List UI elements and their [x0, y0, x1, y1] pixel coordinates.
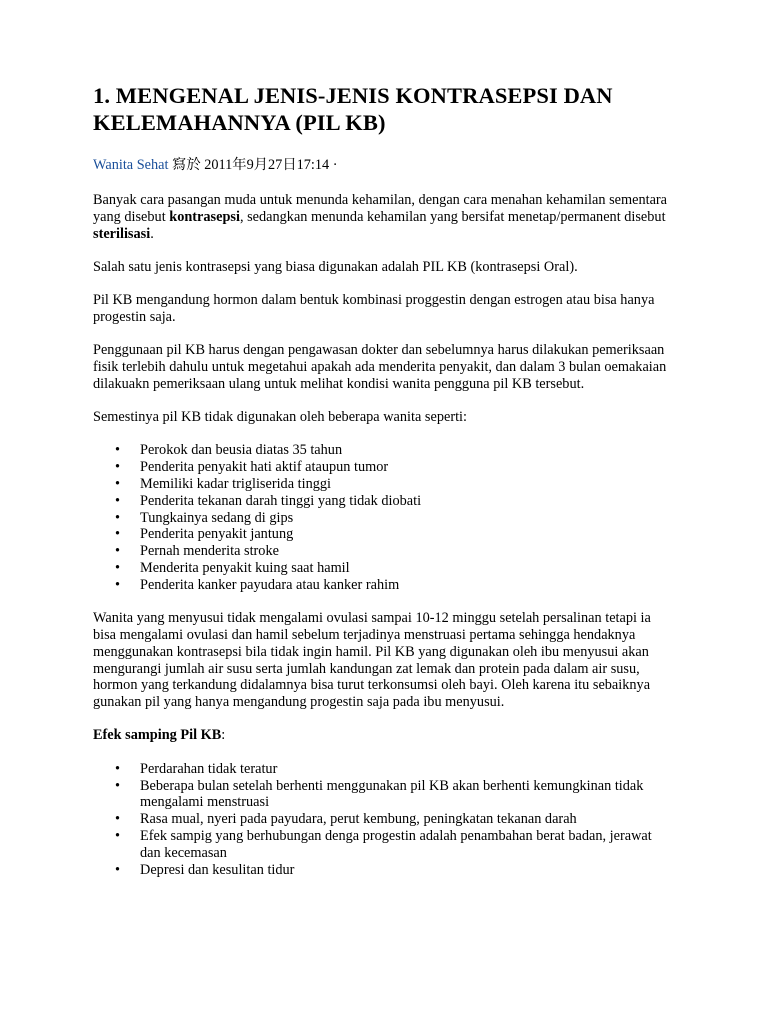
- bullet-icon: •: [115, 560, 121, 577]
- document-page: [93, 82, 675, 878]
- list-item-text: Efek sampig yang berhubungan denga progestin adalah penambahan berat badan, jerawat dan kecemasan: [140, 827, 652, 861]
- list-item-text: Perokok dan beusia diatas 35 tahun: [140, 442, 343, 459]
- bullet-icon: •: [115, 442, 121, 459]
- paragraph-intro-end: .: [150, 225, 154, 242]
- bullet-icon: •: [115, 576, 121, 593]
- term-sterilisasi: sterilisasi: [93, 225, 151, 242]
- post-date: 寫於 2011年9月27日17:14 ·: [168, 157, 338, 173]
- bullet-icon: •: [115, 476, 121, 493]
- term-kontrasepsi: kontrasepsi: [169, 208, 240, 225]
- list-item-text: Menderita penyakit kuing saat hamil: [140, 560, 350, 577]
- bullet-icon: •: [115, 861, 121, 878]
- list-item: [93, 526, 675, 543]
- bullet-icon: •: [115, 777, 121, 794]
- bullet-icon: •: [115, 526, 121, 543]
- list-item: [93, 543, 675, 560]
- list-item: [93, 510, 675, 527]
- list-item: [93, 828, 675, 862]
- list-item-text: Perdarahan tidak teratur: [140, 760, 278, 777]
- bullet-icon: •: [115, 760, 121, 777]
- list-item-text: Memiliki kadar trigliserida tinggi: [140, 476, 331, 493]
- list-item: [93, 459, 675, 476]
- list-item: [93, 476, 675, 493]
- list-item: [93, 442, 675, 459]
- list-item-text: Depresi dan kesulitan tidur: [140, 861, 295, 878]
- paragraph-intro-text: Banyak cara pasangan muda untuk menunda kehamilan, dengan cara menahan kehamilan sementara yang disebut: [93, 192, 668, 225]
- list-item-text: Tungkainya sedang di gips: [140, 509, 294, 526]
- paragraph-intro: [93, 192, 675, 242]
- bullet-icon: •: [115, 811, 121, 828]
- author-link[interactable]: Wanita Sehat: [93, 157, 169, 173]
- list-item-text: Beberapa bulan setelah berhenti menggunakan pil KB akan berhenti kemungkinan tidak mengalami menstruasi: [140, 777, 644, 811]
- list-item-text: Pernah menderita stroke: [140, 543, 279, 560]
- list-item: [93, 577, 675, 594]
- bullet-icon: •: [115, 509, 121, 526]
- paragraph-pengawasan: Penggunaan pil KB harus dengan pengawasan dokter dan sebelumnya harus dilakukan pemeriksaan fisik terlebih dahulu untuk megetahui apakah ada menderita penyakit, dan dalam 3 bulan oemakaian dilakuakn pemeriksaan ulang untuk melihat kondisi wanita pengguna pil KB tersebut.: [93, 342, 667, 392]
- byline: [93, 156, 675, 174]
- paragraph-menyusui: Wanita yang menyusui tidak mengalami ovulasi sampai 10-12 minggu setelah persalinan tetapi ia bisa mengalami ovulasi dan hamil sebelum terjadinya menstruasi pertama sehingga hendaknya menggunakan kontrasepsi bila tidak ingin hamil. Pil KB yang digunakan oleh ibu menyusui akan mengurangi jumlah air susu serta jumlah kandungan zat lemak dan protein pada dalam air susu, hormon yang terkandung didalamnya bisa turut terkonsumsi oleh bayi. Oleh karena itu sebaiknya gunakan pil yang hanya mengandung progestin saja pada ibu menyusui.: [93, 610, 651, 711]
- bullet-icon: •: [115, 543, 121, 560]
- list-item-text: Penderita penyakit hati aktif ataupun tumor: [140, 459, 389, 476]
- paragraph-pil-kb: Salah satu jenis kontrasepsi yang biasa digunakan adalah PIL KB (kontrasepsi Oral).: [93, 258, 578, 275]
- contraindications-list: [93, 442, 675, 593]
- side-effects-colon: :: [221, 727, 226, 744]
- page-title: 1. MENGENAL JENIS-JENIS KONTRASEPSI DAN KELEMAHANNYA (PIL KB): [93, 83, 613, 135]
- side-effects-heading: [93, 727, 675, 744]
- side-effects-list: [93, 761, 675, 879]
- side-effects-heading-text: Efek samping Pil KB: [93, 727, 222, 744]
- bullet-icon: •: [115, 492, 121, 509]
- list-item-text: Penderita tekanan darah tinggi yang tidak diobati: [140, 492, 422, 509]
- list-item: [93, 493, 675, 510]
- paragraph-contraindications-intro: Semestinya pil KB tidak digunakan oleh beberapa wanita seperti:: [93, 409, 467, 426]
- paragraph-intro-text-2: , sedangkan menunda kehamilan yang bersifat menetap/permanent disebut: [239, 208, 666, 225]
- list-item: [93, 862, 675, 879]
- bullet-icon: •: [115, 827, 121, 844]
- list-item-text: Rasa mual, nyeri pada payudara, perut kembung, peningkatan tekanan darah: [140, 811, 577, 828]
- list-item: [93, 778, 675, 812]
- bullet-icon: •: [115, 459, 121, 476]
- list-item-text: Penderita penyakit jantung: [140, 526, 294, 543]
- list-item: [93, 761, 675, 778]
- paragraph-hormon: Pil KB mengandung hormon dalam bentuk kombinasi proggestin dengan estrogen atau bisa hanya progestin saja.: [93, 292, 655, 325]
- list-item-text: Penderita kanker payudara atau kanker rahim: [140, 576, 400, 593]
- list-item: [93, 560, 675, 577]
- list-item: [93, 811, 675, 828]
